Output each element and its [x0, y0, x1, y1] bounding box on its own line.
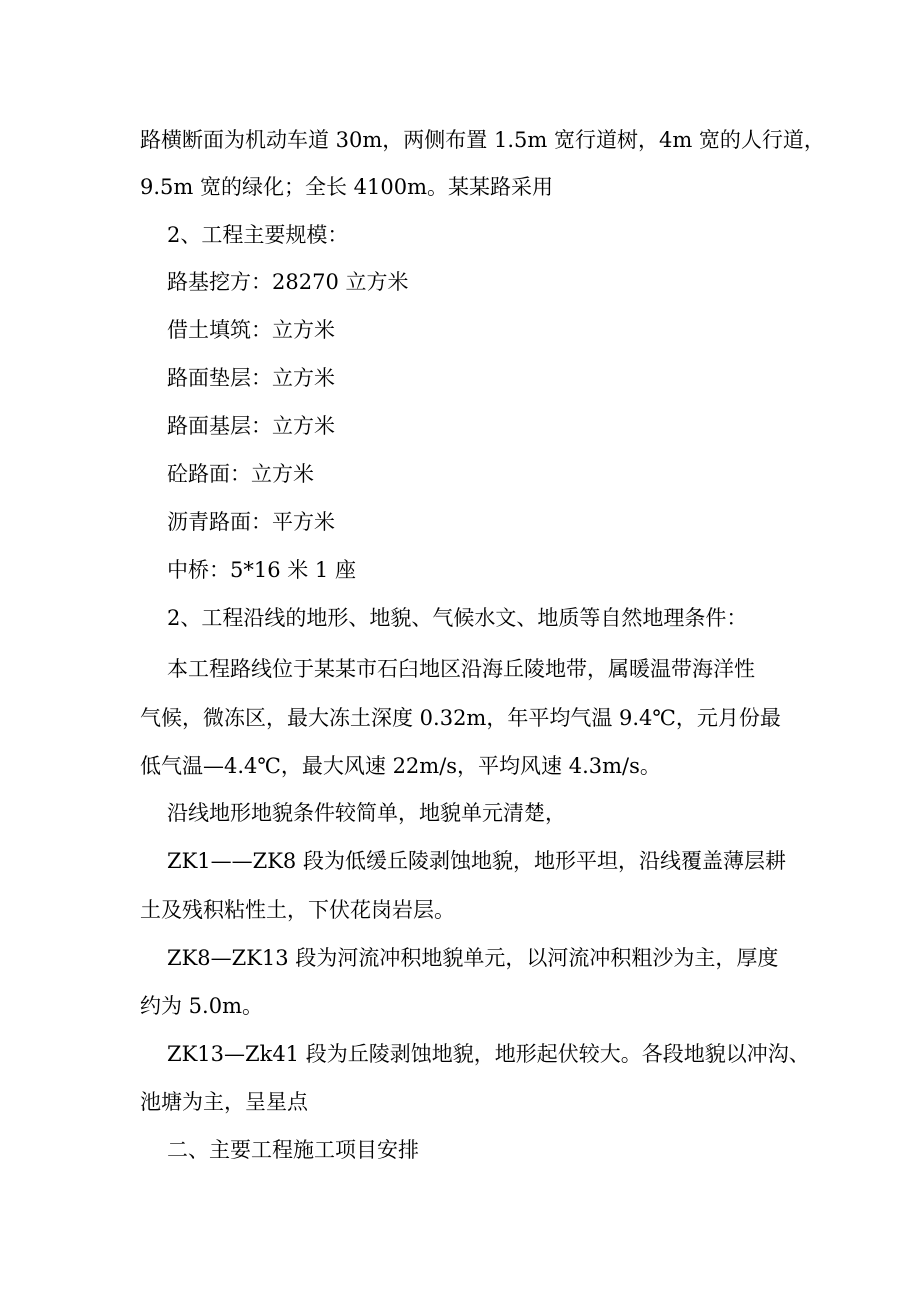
paragraph-line: 约为 5.0m。 — [140, 994, 263, 1018]
paragraph-line: 池塘为主，呈星点 — [140, 1090, 308, 1114]
section-heading: 2、工程沿线的地形、地貌、气候水文、地质等自然地理条件： — [167, 606, 748, 630]
paragraph-line: 土及残积粘性土，下伏花岗岩层。 — [140, 898, 455, 922]
list-item: 路基挖方：28270 立方米 — [167, 270, 409, 294]
section-heading: 二、主要工程施工项目安排 — [167, 1138, 419, 1162]
paragraph-line: 低气温—4.4℃，最大风速 22m/s，平均风速 4.3m/s。 — [140, 754, 661, 778]
paragraph-line: 气候，微冻区，最大冻土深度 0.32m，年平均气温 9.4℃，元月份最 — [140, 706, 781, 730]
section-heading: 2、工程主要规模： — [167, 223, 349, 247]
list-item: 砼路面：立方米 — [167, 462, 314, 486]
list-item: 中桥：5*16 米 1 座 — [167, 558, 356, 582]
paragraph-line: 路横断面为机动车道 30m，两侧布置 1.5m 宽行道树，4m 宽的人行道， — [140, 128, 825, 152]
paragraph-line: 沿线地形地貌条件较简单，地貌单元清楚， — [167, 801, 566, 825]
list-item: 沥青路面：平方米 — [167, 510, 335, 534]
list-item: 路面垫层：立方米 — [167, 366, 335, 390]
paragraph-line: ZK1——ZK8 段为低缓丘陵剥蚀地貌，地形平坦，沿线覆盖薄层耕 — [167, 849, 786, 873]
paragraph-line: 9.5m 宽的绿化；全长 4100m。某某路采用 — [140, 175, 554, 199]
paragraph-line: ZK8—ZK13 段为河流冲积地貌单元，以河流冲积粗沙为主，厚度 — [167, 946, 779, 970]
paragraph-line: 本工程路线位于某某市石臼地区沿海丘陵地带，属暖温带海洋性 — [167, 657, 755, 681]
list-item: 借土填筑：立方米 — [167, 318, 335, 342]
list-item: 路面基层：立方米 — [167, 414, 335, 438]
paragraph-line: ZK13—Zk41 段为丘陵剥蚀地貌，地形起伏较大。各段地貌以冲沟、 — [167, 1042, 810, 1066]
